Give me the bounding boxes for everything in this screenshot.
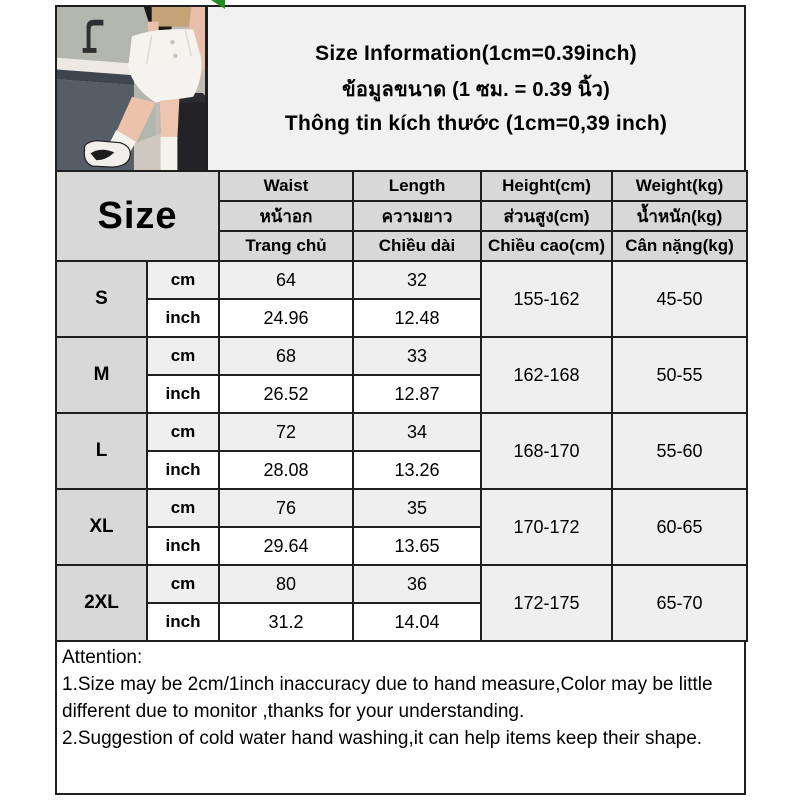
attention-title: Attention: — [62, 647, 143, 668]
value-cell: 28.08 — [219, 451, 353, 489]
value-cell: 29.64 — [219, 527, 353, 565]
value-cell: 36 — [353, 565, 481, 603]
header-cell: Waist — [219, 171, 353, 201]
value-cell: 33 — [353, 337, 481, 375]
height-cell: 155-162 — [481, 261, 612, 337]
header-cell-thai: หน้าอก — [219, 201, 353, 231]
attention-note-1: 1.Size may be 2cm/1inch inaccuracy due to hand measure,Color may be little different due to monitor ,thanks for your understanding. — [62, 674, 713, 722]
header-cell-viet: Chiều cao(cm) — [481, 231, 612, 261]
value-cell: 13.65 — [353, 527, 481, 565]
size-label-cell: XL — [56, 489, 147, 565]
size-chart-table — [55, 170, 748, 642]
value-cell: 12.87 — [353, 375, 481, 413]
weight-cell: 45-50 — [612, 261, 747, 337]
header-cell-viet: Cân nặng(kg) — [612, 231, 747, 261]
header-cell: Height(cm) — [481, 171, 612, 201]
value-cell: 72 — [219, 413, 353, 451]
value-cell: 80 — [219, 565, 353, 603]
unit-cell: inch — [147, 603, 219, 641]
value-cell: 35 — [353, 489, 481, 527]
value-cell: 31.2 — [219, 603, 353, 641]
height-cell: 162-168 — [481, 337, 612, 413]
unit-cell: inch — [147, 527, 219, 565]
title-vietnamese: Thông tin kích thước (1cm=0,39 inch) — [284, 111, 668, 135]
unit-cell: cm — [147, 413, 219, 451]
unit-cell: cm — [147, 337, 219, 375]
height-cell: 170-172 — [481, 489, 612, 565]
value-cell: 26.52 — [219, 375, 353, 413]
header-cell-thai: ความยาว — [353, 201, 481, 231]
height-cell: 168-170 — [481, 413, 612, 489]
weight-cell: 50-55 — [612, 337, 747, 413]
header-cell-thai: น้ำหนัก(kg) — [612, 201, 747, 231]
weight-cell: 55-60 — [612, 413, 747, 489]
unit-cell: inch — [147, 375, 219, 413]
title-english: Size Information(1cm=0.39inch) — [315, 41, 637, 65]
size-label-cell: L — [56, 413, 147, 489]
size-label-cell: M — [56, 337, 147, 413]
size-info-sheet — [55, 5, 746, 795]
title-block — [208, 7, 744, 170]
value-cell: 14.04 — [353, 603, 481, 641]
value-cell: 68 — [219, 337, 353, 375]
top-section — [55, 5, 746, 172]
corner-size-cell: Size — [56, 171, 219, 261]
product-photo — [57, 7, 208, 170]
value-cell: 13.26 — [353, 451, 481, 489]
size-label-cell: S — [56, 261, 147, 337]
attention-box — [55, 642, 746, 795]
unit-cell: inch — [147, 451, 219, 489]
header-cell-viet: Trang chủ — [219, 231, 353, 261]
unit-cell: cm — [147, 489, 219, 527]
header-cell-viet: Chiều dài — [353, 231, 481, 261]
value-cell: 24.96 — [219, 299, 353, 337]
height-cell: 172-175 — [481, 565, 612, 641]
unit-cell: cm — [147, 261, 219, 299]
model-in-white-shorts-illustration — [57, 7, 205, 170]
size-label-cell: 2XL — [56, 565, 147, 641]
green-corner-mark — [211, 0, 225, 9]
header-cell-thai: ส่วนสูง(cm) — [481, 201, 612, 231]
unit-cell: inch — [147, 299, 219, 337]
title-thai: ข้อมูลขนาด (1 ซม. = 0.39 นิ้ว) — [342, 78, 610, 101]
value-cell: 76 — [219, 489, 353, 527]
weight-cell: 65-70 — [612, 565, 747, 641]
value-cell: 34 — [353, 413, 481, 451]
value-cell: 64 — [219, 261, 353, 299]
value-cell: 32 — [353, 261, 481, 299]
value-cell: 12.48 — [353, 299, 481, 337]
unit-cell: cm — [147, 565, 219, 603]
header-cell: Weight(kg) — [612, 171, 747, 201]
attention-note-2: 2.Suggestion of cold water hand washing,it can help items keep their shape. — [62, 728, 703, 749]
weight-cell: 60-65 — [612, 489, 747, 565]
header-cell: Length — [353, 171, 481, 201]
